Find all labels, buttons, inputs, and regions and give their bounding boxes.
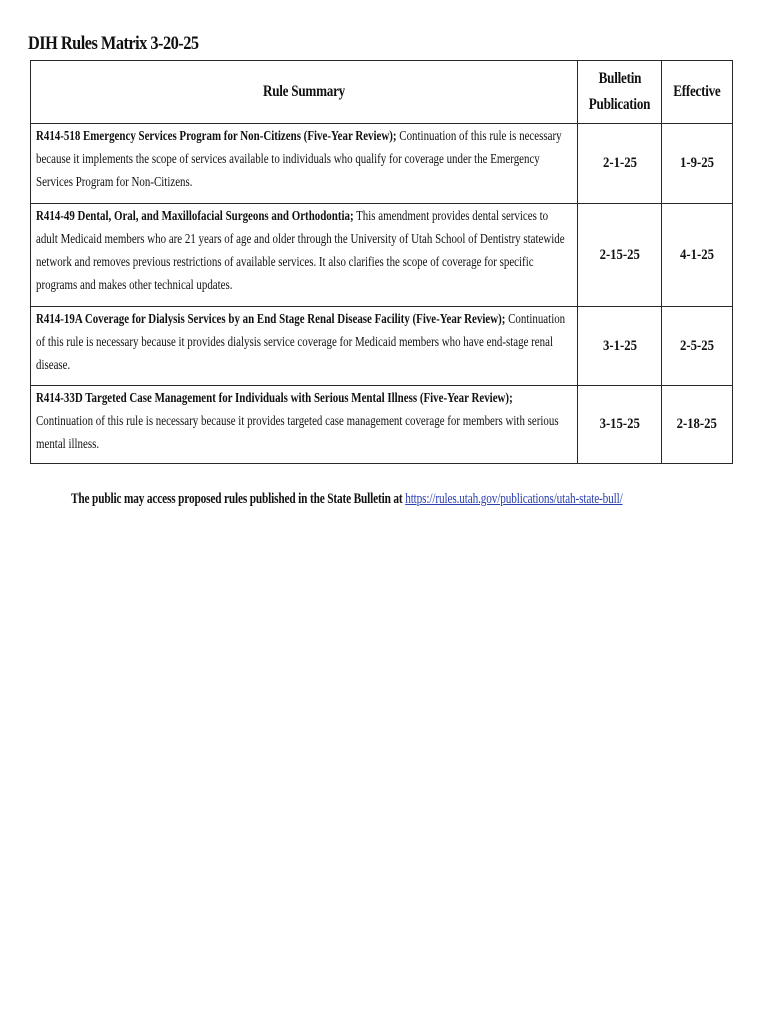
effective-cell <box>662 307 733 386</box>
rule-summary-cell <box>31 204 578 307</box>
rule-description: Continuation of this rule is necessary because it implements the scope of services available to individuals who qualify for coverage under the Emergency Services Program for Non-Citizens. <box>36 129 562 190</box>
effective-cell <box>662 204 733 307</box>
bulletin-publication-cell <box>578 204 662 307</box>
bulletin-publication-cell <box>578 124 662 204</box>
table-row <box>31 386 733 464</box>
table-row <box>31 204 733 307</box>
table-row <box>31 124 733 204</box>
effective-cell <box>662 124 733 204</box>
rule-description: Continuation of this rule is necessary because it provides dialysis service coverage for Medicaid members who have end-stage renal disease. <box>36 312 566 373</box>
table-header-row <box>31 61 733 124</box>
header-rule-summary-label: Rule Summary <box>263 83 345 100</box>
rule-title: R414-33D Targeted Case Management for Individuals with Serious Mental Illness (Five-Year Review); <box>36 391 513 406</box>
header-rule-summary <box>31 61 578 124</box>
footer-lead-text: The public may access proposed rules published in the State Bulletin at <box>71 491 406 507</box>
effective-date: 2-18-25 <box>676 416 718 432</box>
effective-date: 1-9-25 <box>680 155 714 171</box>
rules-matrix-table <box>30 60 733 464</box>
state-bulletin-link[interactable]: https://rules.utah.gov/publications/utah-state-bull/ <box>405 491 623 507</box>
effective-date: 2-5-25 <box>680 337 714 354</box>
effective-cell <box>662 386 733 464</box>
header-bulletin-publication <box>578 61 662 124</box>
rule-description: Continuation of this rule is necessary because it provides targeted case management coverage for members with serious mental illness. <box>36 414 559 452</box>
rule-description: This amendment provides dental services to adult Medicaid members who are 21 years of age and older through the University of Utah School of Dentistry statewide network and removes previous restrictions of available services. It also clarifies the scope of coverage for specific programs and makes other technical updates. <box>36 209 565 293</box>
table-row <box>31 307 733 386</box>
bulletin-publication-date: 2-15-25 <box>599 246 640 263</box>
header-bulletin-line1: Bulletin <box>598 70 641 87</box>
bulletin-publication-date: 3-15-25 <box>599 416 640 432</box>
bulletin-publication-date: 3-1-25 <box>602 337 637 354</box>
bulletin-publication-cell <box>578 386 662 464</box>
effective-date: 4-1-25 <box>680 246 714 263</box>
bulletin-publication-date: 2-1-25 <box>602 155 637 171</box>
rule-summary-cell <box>31 307 578 386</box>
document-title: DIH Rules Matrix 3-20-25 <box>28 33 199 54</box>
bulletin-publication-cell <box>578 307 662 386</box>
rule-title: R414-19A Coverage for Dialysis Services by an End Stage Renal Disease Facility (Five-Year Review); <box>36 312 506 327</box>
rule-summary-cell <box>31 386 578 464</box>
header-bulletin-line2: Publication <box>588 96 651 113</box>
header-effective <box>662 61 733 124</box>
rule-title: R414-518 Emergency Services Program for Non-Citizens (Five-Year Review); <box>36 129 397 144</box>
header-effective-label: Effective <box>673 83 721 100</box>
footer-note <box>71 491 623 508</box>
rule-title: R414-49 Dental, Oral, and Maxillofacial Surgeons and Orthodontia; <box>36 209 354 224</box>
rule-summary-cell <box>31 124 578 204</box>
